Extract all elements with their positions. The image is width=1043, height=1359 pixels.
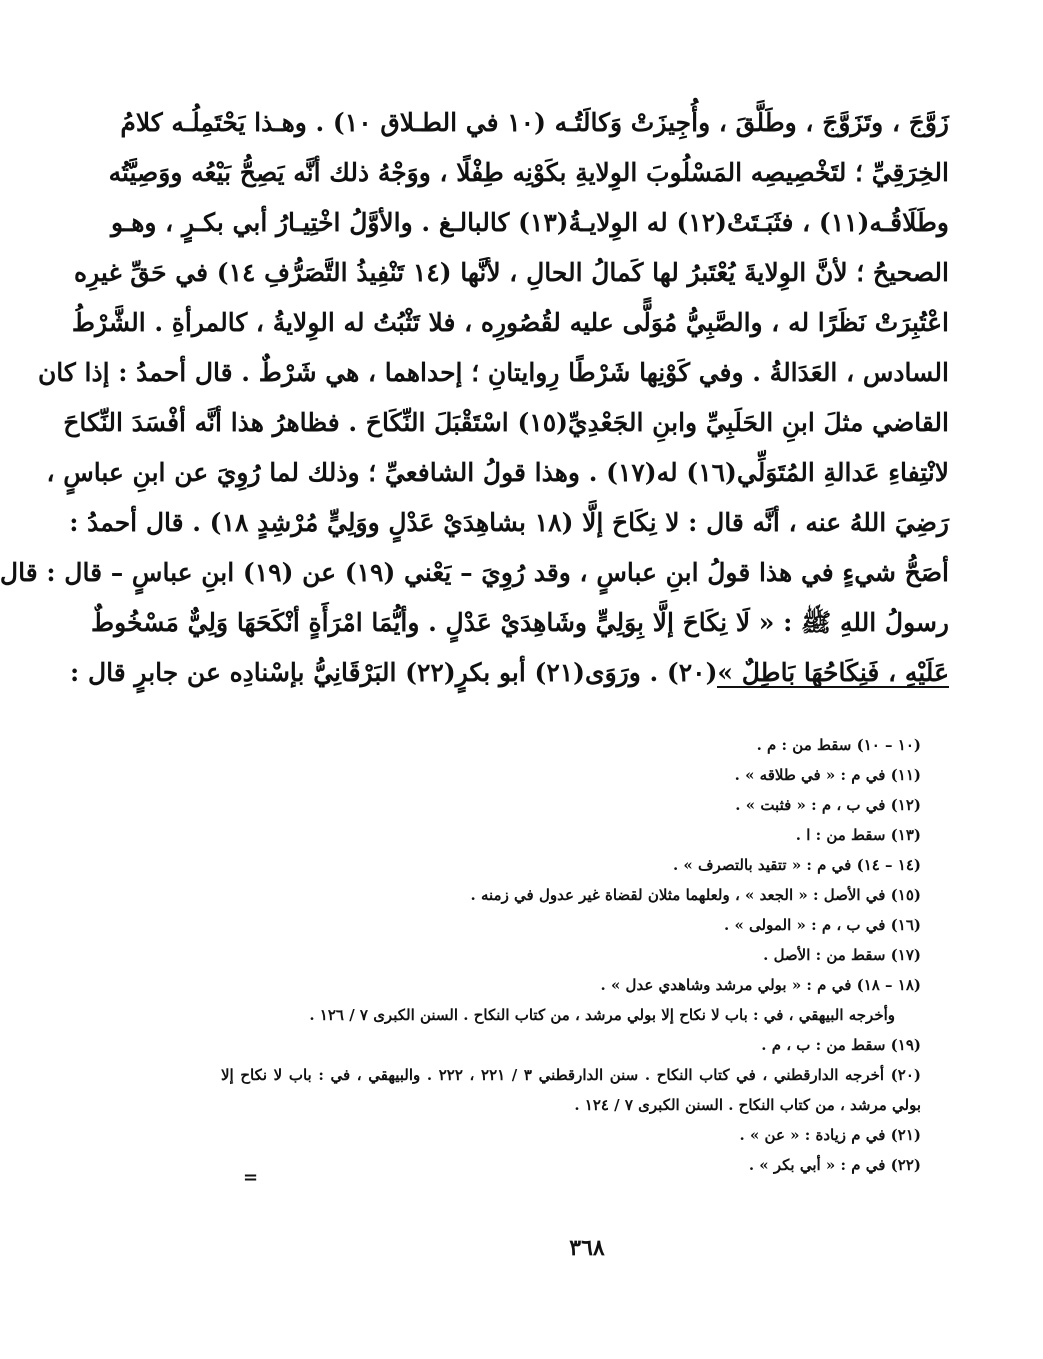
text-line: الخِرَقِيِّ ؛ لتَخْصِيصِه المَسْلُوبَ الوِلايةِ بكَوْنِه طِفْلًا ، ووَجْهُ ذلك أنَّه يَصِحُّ بَيْعُه ووَصِيَّتُه xyxy=(108,158,949,187)
footnote: (١١) في م : « في طلاقه » . xyxy=(734,766,921,784)
text-line: لانْتِفاءِ عَدالةِ المُتَوَلِّي(١٦) له(١٧) . وهذا قولُ الشافعيِّ ؛ وذلك لما رُوِيَ عن ابنِ عباسٍ ، xyxy=(46,458,949,487)
footnote: (١٠ – ١٠) سقط من : م . xyxy=(756,736,921,754)
text-line: القاضي مثلَ ابنِ الحَلَبِيِّ وابنِ الجَعْدِيِّ(١٥) اسْتَقْبَلَ النِّكَاحَ . فظاهرُ هذا أنَّه أفْسَدَ النِّكاحَ xyxy=(63,408,949,437)
page-number: ٣٦٨ xyxy=(569,1235,605,1261)
text-line: وطَلَاقُـه(١١) ، فثَبَـتَتْ(١٢) له الوِلايـةُ(١٣) كالبالـغ . والأوَّلُ اخْتِيـارُ أبي بكـرٍ ، وهـو xyxy=(110,208,949,237)
footnotes-block xyxy=(221,730,921,1180)
footnote: (٢١) في م زيادة : « عن » . xyxy=(739,1126,921,1144)
text-line: عَلَيْهِ ، فَنِكَاحُهَا بَاطِلٌ »(٢٠) . ورَوَى(٢١) أبو بكرٍ(٢٢) البَرْقَانِيُّ بإسْنادِه عن جابرٍ قال : xyxy=(70,658,949,687)
text-line: اعْتُبِرَتْ نَظَرًا له ، والصَّبِيُّ مُوَلًّى عليه لقُصُورِه ، فلا تَثْبُتُ له الوِلايةُ ، كالمرأةِ . الشَّرْطُ xyxy=(71,308,949,337)
footnote-continuation: بولي مرشد ، من كتاب النكاح . السنن الكبرى ٧ / ١٢٤ . xyxy=(574,1096,921,1114)
footnote: (٢٠) أخرجه الدارقطني ، في كتاب النكاح . سنن الدارقطني ٣ / ٢٢١ ، ٢٢٢ . والبيهقي ، في : باب لا نكاح إلا xyxy=(221,1066,921,1084)
footnote-continuation: وأخرجه البيهقي ، في : باب لا نكاح إلا بولي مرشد ، من كتاب النكاح . السنن الكبرى ٧ / ١٢٦ . xyxy=(309,1006,895,1024)
text-line: رَضِيَ اللهُ عنه ، أنَّه قال : لا نِكَاحَ إلَّا (١٨ بشاهِدَيْ عَدْلٍ ووَلِيٍّ مُرْشِدٍ ١٨) . قال أحمدُ : xyxy=(69,508,949,537)
text-line: الصحيحُ ؛ لأنَّ الوِلايةَ يُعْتَبرُ لها كَمالُ الحالِ ، لأنَّها (١٤ تَنْفِيذُ التَّصَرُّفِ ١٤) في حَقِّ غيرِه xyxy=(74,258,949,287)
footnote: (١٦) في ب ، م : « المولى » . xyxy=(724,916,921,934)
footnote: (١٤ – ١٤) في م : « تتقيد بالتصرف » . xyxy=(672,856,921,874)
text-line: أصَحُّ شيءٍ في هذا قولُ ابنِ عباسٍ ، وقد رُوِيَ – يَعْني (١٩) عن (١٩) ابنِ عباسٍ – قال : قال xyxy=(0,558,949,587)
main-text-block xyxy=(0,98,949,698)
footnote: (١٣) سقط من : ا . xyxy=(795,826,921,844)
continuation-mark: = xyxy=(243,1167,259,1188)
footnote-separator-rule xyxy=(717,686,949,688)
footnote: (١٥) في الأصل : « الجعد » ، ولعلهما مثلان لقضاة غير عدول في زمنه . xyxy=(470,886,921,904)
footnote: (١٨ – ١٨) في م : « بولي مرشد وشاهدي عدل » . xyxy=(600,976,921,994)
footnote: (١٢) في ب ، م : « فثبت » . xyxy=(735,796,921,814)
footnote: (١٩) سقط من : ب ، م . xyxy=(761,1036,921,1054)
footnote: (١٧) سقط من : الأصل . xyxy=(763,946,921,964)
text-line: رسولُ اللهِ ﷺ : « لَا نِكَاحَ إلَّا بِوَلِيٍّ وشَاهِدَيْ عَدْلٍ . وأيُّمَا امْرَأَةٍ أنْكَحَهَا وَلِيٌّ مَسْخُوطٌ xyxy=(91,608,949,637)
footnote: (٢٢) في م : « أبي بكر » . xyxy=(748,1156,921,1174)
text-line: السادس ، العَدَالةُ . وفي كَوْنِها شَرْطًا رِوايتانِ ؛ إحداهما ، هي شَرْطٌ . قال أحمدُ : إذا كان xyxy=(37,358,949,387)
text-line: زَوَّجَ ، وتَزَوَّجَ ، وطَلَّقَ ، وأُجِيزَتْ وَكالَتُـه (١٠ في الطـلاق ١٠) . وهـذا يَحْتَمِلُـه كلامُ xyxy=(120,108,949,137)
